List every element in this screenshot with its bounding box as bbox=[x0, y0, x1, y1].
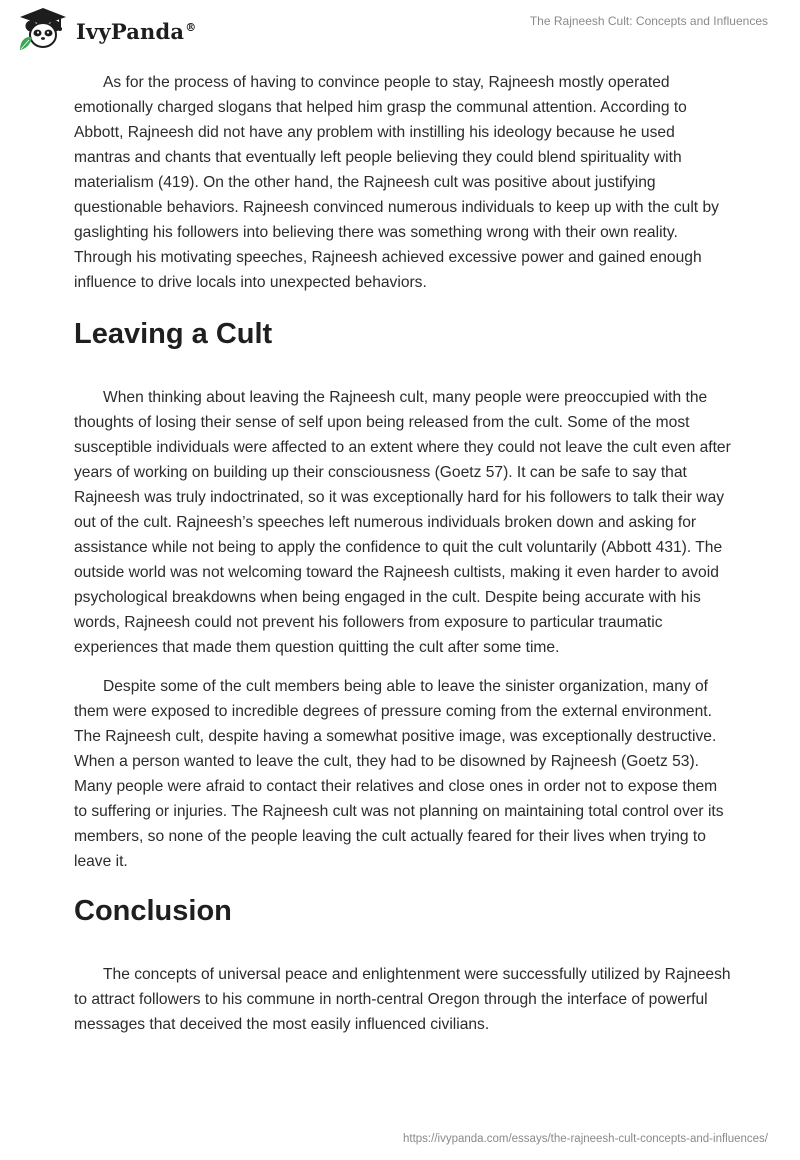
essay-content bbox=[74, 70, 734, 1051]
document-title: The Rajneesh Cult: Concepts and Influences bbox=[529, 14, 768, 28]
paragraph-leaving-2: Despite some of the cult members being able to leave the sinister organization, many of them were exposed to incredible degrees of pressure coming from the external environment. The Rajneesh cult, despite having a somewhat positive image, was exceptionally destructive. When a person wanted to leave the cult, they had to be disowned by Rajneesh (Goetz 53). Many people were afraid to contact their relatives and close ones in order not to expose them to suffering or injuries. The Rajneesh cult was not planning on maintaining total control over its members, so none of the people leaving the cult actually feared for their lives when trying to leave it. bbox=[74, 678, 724, 870]
section-heading-leaving-a-cult: Leaving a Cult bbox=[74, 318, 273, 350]
paragraph-convincing: As for the process of having to convince people to stay, Rajneesh mostly operated emotionally charged slogans that helped him grasp the communal attention. According to Abbott, Rajneesh did not have any problem with instilling his ideology because he used mantras and chants that eventually left people believing they could blend spirituality with materialism (419). On the other hand, the Rajneesh cult was positive about justifying questionable behaviors. Rajneesh convinced numerous individuals to keep up with the cult by gaslighting his followers into believing there was something wrong with their own reality. Through his motivating speeches, Rajneesh achieved excessive power and gained enough influence to drive locals into unexpected behaviors. bbox=[74, 74, 719, 291]
section-heading-conclusion: Conclusion bbox=[74, 895, 232, 927]
source-url-link[interactable]: https://ivypanda.com/essays/the-rajneesh-cult-concepts-and-influences/ bbox=[403, 1133, 768, 1145]
panda-graduate-icon bbox=[14, 6, 72, 52]
ivypanda-logo[interactable] bbox=[14, 6, 196, 52]
paragraph-leaving-1: When thinking about leaving the Rajneesh cult, many people were preoccupied with the thoughts of losing their sense of self upon being released from the cult. Some of the most susceptible individuals were affected to an extent where they could not leave the cult even after years of working on building up their consciousness (Goetz 57). It can be safe to say that Rajneesh was truly indoctrinated, so it was exceptionally hard for his followers to talk their way out of the cult. Rajneesh’s speeches left numerous individuals broken down and asking for assistance while not being to apply the confidence to quit the cult voluntarily (Abbott 431). The outside world was not welcoming toward the Rajneesh cultists, making it even harder to avoid psychological breakdowns when being engaged in the cult. Despite being accurate with his words, Rajneesh could not prevent his followers from exposure to particular traumatic experiences that made them question quitting the cult after some time. bbox=[74, 389, 731, 656]
brand-name: IvyPanda® bbox=[76, 18, 197, 44]
registered-mark: ® bbox=[185, 20, 197, 34]
page-header bbox=[0, 0, 800, 60]
paragraph-conclusion: The concepts of universal peace and enlightenment were successfully utilized by Rajneesh to attract followers to his commune in north-central Oregon through the interface of powerful messages that deceived the most easily influenced civilians. bbox=[74, 966, 731, 1033]
